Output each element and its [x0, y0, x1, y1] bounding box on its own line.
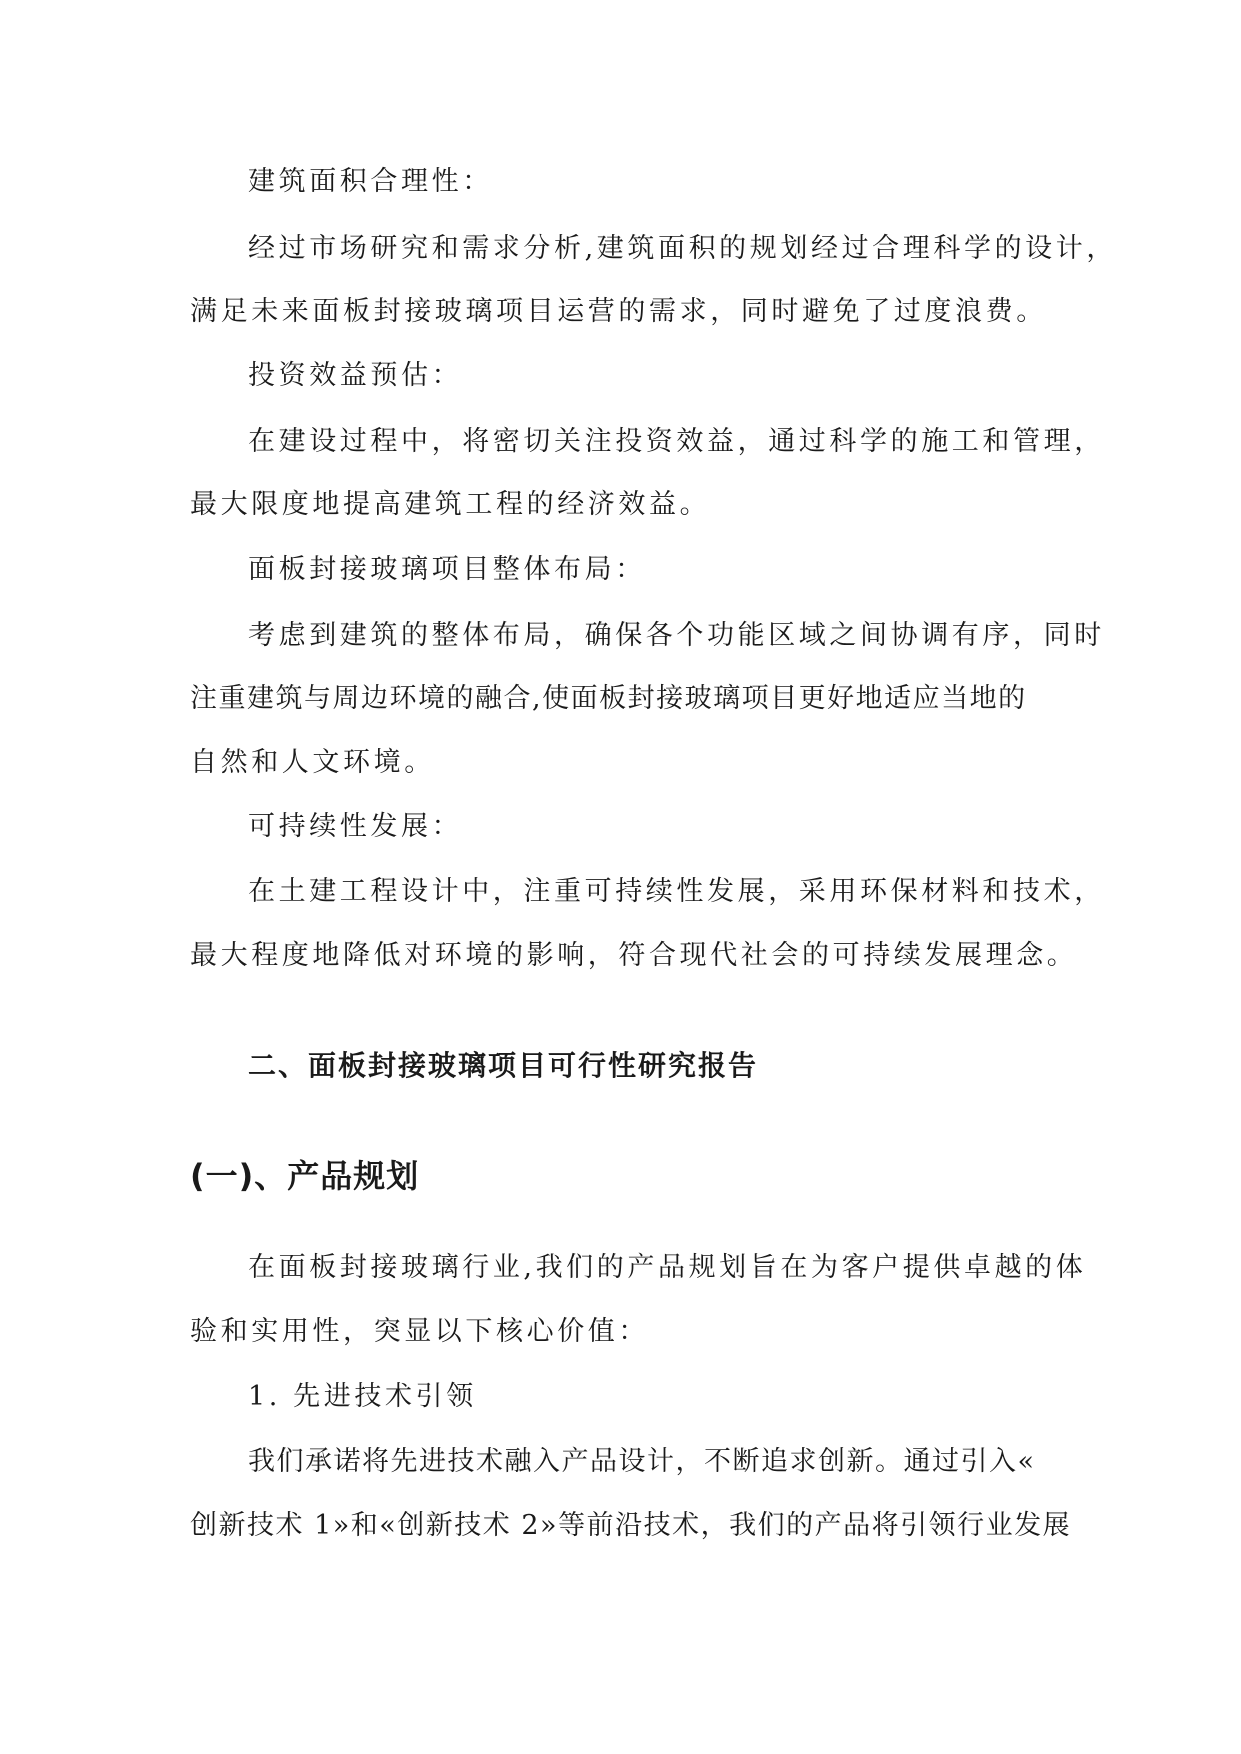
section-heading: 二、面板封接玻璃项目可行性研究报告 [248, 1049, 759, 1082]
sustainability-title: 可持续性发展： [248, 811, 463, 842]
layout-paragraph-line-3: 自然和人文环境。 [190, 747, 435, 778]
area-paragraph-line-1: 经过市场研究和需求分析,建筑面积的规划经过合理科学的设计， [248, 233, 1117, 264]
list-item-1-title: 1. 先进技术引领 [248, 1381, 477, 1412]
investment-benefit-title: 投资效益预估： [248, 360, 463, 391]
product-plan-paragraph-line-1: 在面板封接玻璃行业,我们的产品规划旨在为客户提供卓越的体 [248, 1252, 1087, 1283]
layout-paragraph-line-1: 考虑到建筑的整体布局，确保各个功能区域之间协调有序，同时 [248, 620, 1105, 651]
product-plan-paragraph-line-2: 验和实用性，突显以下核心价值： [190, 1316, 649, 1347]
area-paragraph-line-2: 满足未来面板封接玻璃项目运营的需求，同时避免了过度浪费。 [190, 296, 1047, 327]
subsection-heading: (一)、产品规划 [190, 1157, 420, 1195]
list-item-1-paragraph-line-2: 创新技术 1»和«创新技术 2»等前沿技术，我们的产品将引领行业发展 [190, 1510, 1072, 1541]
sustainability-paragraph-line-2: 最大程度地降低对环境的影响，符合现代社会的可持续发展理念。 [190, 940, 1078, 971]
overall-layout-title: 面板封接玻璃项目整体布局： [248, 554, 646, 585]
list-item-1-paragraph-line-1: 我们承诺将先进技术融入产品设计，不断追求创新。通过引入« [248, 1446, 1036, 1477]
sustainability-paragraph-line-1: 在土建工程设计中，注重可持续性发展，采用环保材料和技术， [248, 876, 1105, 907]
layout-paragraph-line-2: 注重建筑与周边环境的融合,使面板封接玻璃项目更好地适应当地的 [190, 683, 1027, 714]
investment-paragraph-line-1: 在建设过程中，将密切关注投资效益，通过科学的施工和管理， [248, 426, 1105, 457]
investment-paragraph-line-2: 最大限度地提高建筑工程的经济效益。 [190, 489, 711, 520]
area-rationality-title: 建筑面积合理性： [248, 166, 493, 197]
